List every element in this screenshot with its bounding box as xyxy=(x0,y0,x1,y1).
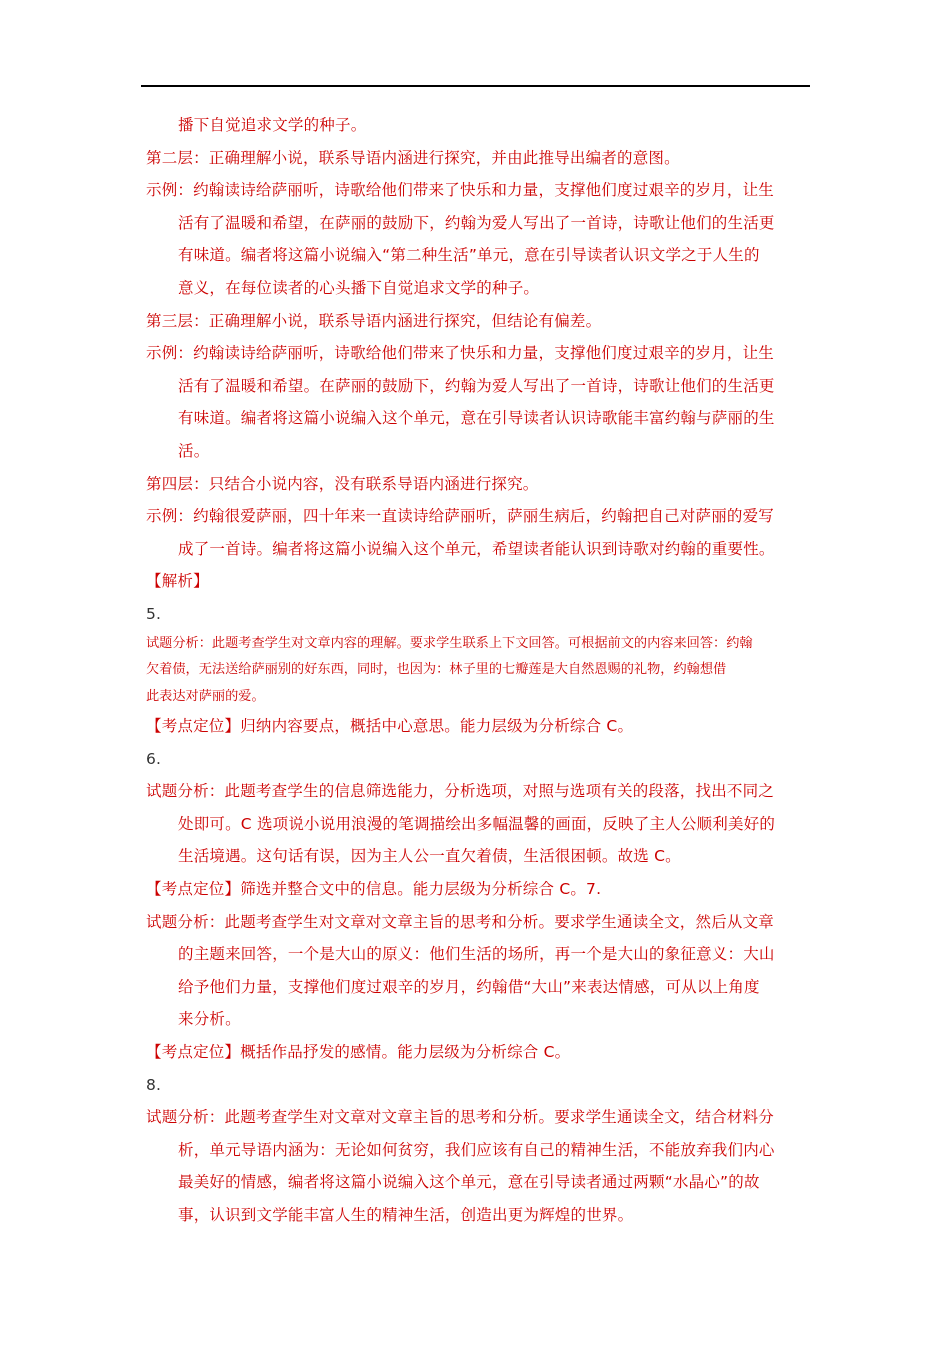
paragraph xyxy=(146,468,810,501)
paragraph xyxy=(146,775,810,873)
text-line: 事，认识到文学能丰富人生的精神生活，创造出更为辉煌的世界。 xyxy=(178,1205,634,1224)
paragraph xyxy=(146,565,810,598)
paragraph xyxy=(146,906,810,1036)
paragraph xyxy=(146,743,810,776)
text-line: 示例：约翰读诗给萨丽听，诗歌给他们带来了快乐和力量，支撑他们度过艰辛的岁月，让生 xyxy=(146,181,775,200)
text-line: 来分析。 xyxy=(178,1010,241,1029)
paragraph xyxy=(146,142,810,175)
text-line: 试题分析：此题考查学生的信息筛选能力，分析选项，对照与选项有关的段落，找出不同之 xyxy=(146,782,775,801)
text-line: 处即可。C 选项说小说用浪漫的笔调描绘出多幅温馨的画面，反映了主人公顺利美好的 xyxy=(178,814,776,833)
text-line: 生活境遇。这句话有误，因为主人公一直欠着债，生活很困顿。故选 C。 xyxy=(178,847,681,866)
text-line: 给予他们力量，支撑他们度过艰辛的岁月，约翰借“大山”来表达情感，可从以上角度 xyxy=(178,977,760,996)
text-line: 析，单元导语内涵为：无论如何贫穷，我们应该有自己的精神生活，不能放弃我们内心 xyxy=(178,1140,775,1159)
text-line: 【考点定位】筛选并整合文中的信息。能力层级为分析综合 C。7. xyxy=(146,879,602,898)
text-line: 播下自觉追求文学的种子。 xyxy=(178,116,367,134)
paragraph xyxy=(146,305,810,338)
paragraph xyxy=(146,1069,810,1102)
text-line: 活有了温暖和希望。在萨丽的鼓励下，约翰为爱人写出了一首诗，诗歌让他们的生活更 xyxy=(178,376,775,395)
text-line: 第三层：正确理解小说，联系导语内涵进行探究，但结论有偏差。 xyxy=(146,311,602,330)
text-line: 第四层：只结合小说内容，没有联系导语内涵进行探究。 xyxy=(146,474,539,493)
text-line: 意义，在每位读者的心头播下自觉追求文学的种子。 xyxy=(178,278,540,297)
text-line: 第二层：正确理解小说，联系导语内涵进行探究，并由此推导出编者的意图。 xyxy=(146,148,680,167)
text-line: 5. xyxy=(146,604,162,623)
text-line: 有味道。编者将这篇小说编入这个单元，意在引导读者认识诗歌能丰富约翰与萨丽的生 xyxy=(178,409,775,428)
text-line: 试题分析：此题考查学生对文章对文章主旨的思考和分析。要求学生通读全文，结合材料分 xyxy=(146,1108,775,1127)
text-line: 试题分析：此题考查学生对文章内容的理解。要求学生联系上下文回答。可根据前文的内容来回答：约翰 xyxy=(146,635,753,651)
text-line: 【解析】 xyxy=(146,572,209,591)
paragraph xyxy=(146,109,810,142)
paragraph xyxy=(146,174,810,304)
paragraph xyxy=(146,598,810,631)
text-line: 8. xyxy=(146,1075,162,1094)
text-line: 最美好的情感，编者将这篇小说编入这个单元，意在引导读者通过两颗“水晶心”的故 xyxy=(178,1173,760,1192)
text-line: 【考点定位】归纳内容要点，概括中心意思。能力层级为分析综合 C。 xyxy=(146,717,634,735)
paragraph xyxy=(146,1036,810,1069)
text-line: 此表达对萨丽的爱。 xyxy=(146,688,265,704)
paragraph xyxy=(146,710,810,743)
text-line: 示例：约翰读诗给萨丽听，诗歌给他们带来了快乐和力量，支撑他们度过艰辛的岁月，让生 xyxy=(146,344,775,363)
text-line: 示例：约翰很爱萨丽，四十年来一直读诗给萨丽听，萨丽生病后，约翰把自己对萨丽的爱写 xyxy=(146,507,775,526)
text-line: 活有了温暖和希望，在萨丽的鼓励下，约翰为爱人写出了一首诗，诗歌让他们的生活更 xyxy=(178,213,775,232)
text-line: 成了一首诗。编者将这篇小说编入这个单元，希望读者能认识到诗歌对约翰的重要性。 xyxy=(178,539,775,558)
document-body xyxy=(146,109,810,1232)
text-line: 的主题来回答，一个是大山的原义：他们生活的场所，再一个是大山的象征意义：大山 xyxy=(178,945,775,964)
text-line: 6. xyxy=(146,749,162,768)
paragraph xyxy=(146,1101,810,1231)
paragraph xyxy=(146,873,810,906)
text-line: 试题分析：此题考查学生对文章对文章主旨的思考和分析。要求学生通读全文，然后从文章 xyxy=(146,912,775,931)
paragraph xyxy=(146,631,810,711)
paragraph xyxy=(146,500,810,565)
text-line: 【考点定位】概括作品抒发的感情。能力层级为分析综合 C。 xyxy=(146,1042,571,1061)
paragraph xyxy=(146,337,810,467)
text-line: 有味道。编者将这篇小说编入“第二种生活”单元，意在引导读者认识文学之于人生的 xyxy=(178,246,760,265)
text-line: 欠着债，无法送给萨丽别的好东西，同时，也因为：林子里的七瓣莲是大自然恩赐的礼物，约翰想借 xyxy=(146,662,727,677)
header-rule xyxy=(141,85,810,87)
text-line: 活。 xyxy=(178,441,210,460)
